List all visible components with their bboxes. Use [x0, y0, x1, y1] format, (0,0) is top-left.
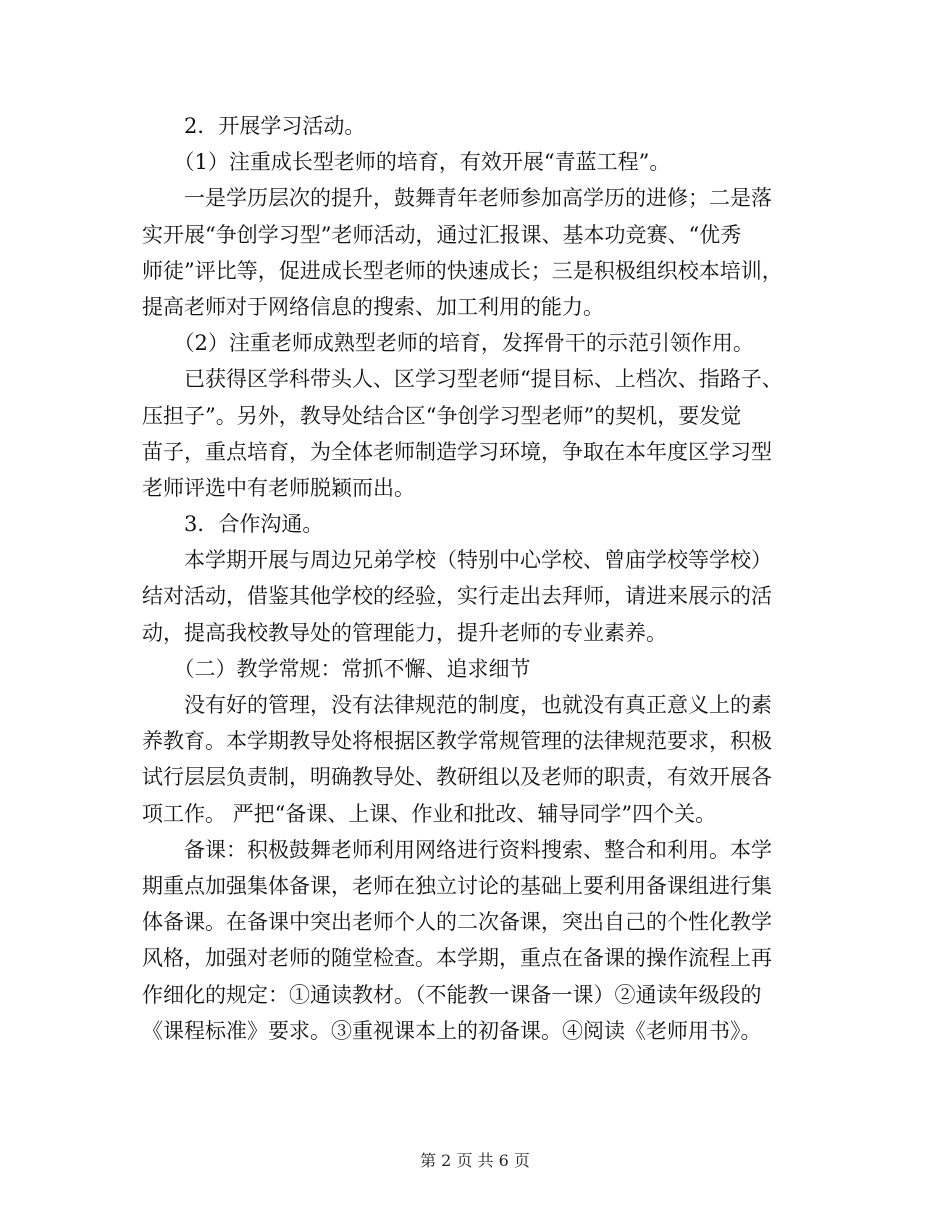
text-line: 《课程标准》要求。③重视课本上的初备课。④阅读《老师用书》。: [142, 1018, 762, 1043]
text-line: 3．合作沟通。: [142, 512, 324, 537]
text-line: 风格，加强对老师的随堂检查。本学期，重点在备课的操作流程上再: [142, 946, 772, 971]
text-line: 压担子”。另外，教导处结合区“争创学习型老师”的契机，要发觉: [142, 403, 742, 428]
text-line: （1）注重成长型老师的培育，有效开展“青蓝工程”。: [142, 150, 671, 175]
text-line: 作细化的规定：①通读教材。（不能教一课备一课）②通读年级段的: [142, 982, 762, 1007]
text-line: 结对活动，借鉴其他学校的经验，实行走出去拜师，请进来展示的活: [142, 584, 772, 609]
text-line: 实开展“争创学习型”老师活动，通过汇报课、基本功竞赛、“优秀: [142, 222, 742, 247]
text-line: 动，提高我校教导处的管理能力，提升老师的专业素养。: [142, 620, 667, 645]
text-line: 备课：积极鼓舞老师利用网络进行资料搜索、整合和利用。本学: [142, 837, 772, 862]
text-line: 老师评选中有老师脱颖而出。: [142, 475, 415, 500]
text-line: （2）注重老师成熟型老师的培育，发挥骨干的示范引领作用。: [142, 331, 754, 356]
text-line: （二）教学常规：常抓不懈、追求细节: [142, 656, 531, 681]
body-text: [142, 108, 810, 1049]
page-footer: 第 2 页 共 6 页: [420, 1151, 530, 1170]
text-line: 试行层层负责制，明确教导处、教研组以及老师的职责，有效开展各: [142, 765, 772, 790]
text-line: 体备课。在备课中突出老师个人的二次备课，突出自己的个性化教学: [142, 910, 772, 935]
text-line: 没有好的管理，没有法律规范的制度，也就没有真正意义上的素: [142, 693, 772, 717]
text-line: 提高老师对于网络信息的搜索、加工利用的能力。: [142, 294, 604, 319]
text-line: 期重点加强集体备课，老师在独立讨论的基础上要利用备课组进行集: [142, 873, 772, 898]
text-line: 项工作。 严把“备课、上课、作业和批改、辅导同学”四个关。: [142, 801, 717, 826]
text-line: 已获得区学科带头人、区学习型老师“提目标、上档次、指路子、: [142, 367, 783, 392]
text-line: 养教育。本学期教导处将根据区教学常规管理的法律规范要求，积极: [142, 729, 772, 754]
text-line: 苗子，重点培育，为全体老师制造学习环境，争取在本年度区学习型: [142, 439, 772, 464]
text-line: 本学期开展与周边兄弟学校（特别中心学校、曾庙学校等学校）: [142, 548, 772, 573]
text-line: 一是学历层次的提升，鼓舞青年老师参加高学历的进修；二是落: [142, 186, 772, 211]
text-line: 师徒”评比等，促进成长型老师的快速成长；三是积极组织校本培训，: [142, 258, 783, 283]
text-line: 2．开展学习活动。: [142, 114, 366, 138]
